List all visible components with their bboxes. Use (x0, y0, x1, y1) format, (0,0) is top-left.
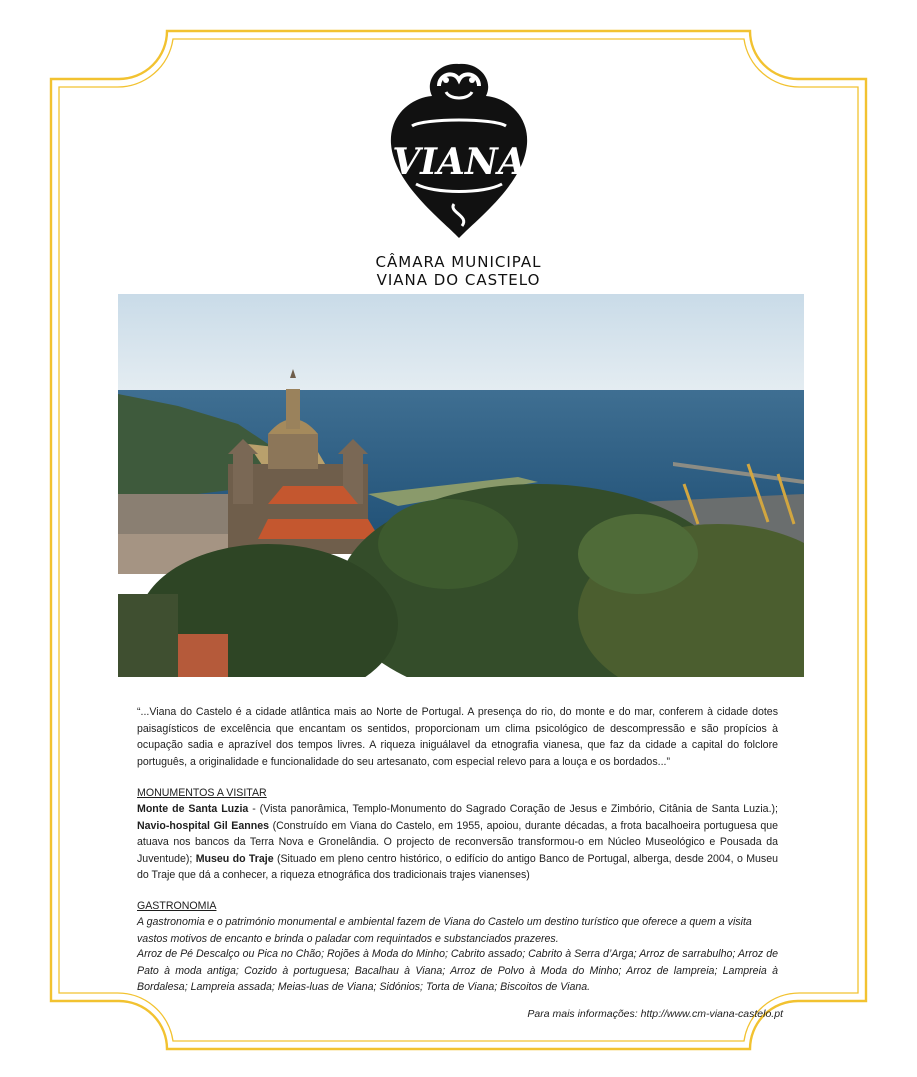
monuments-body (137, 801, 778, 884)
viana-heart-logo (384, 56, 534, 242)
gastronomy-dishes: Arroz de Pé Descalço ou Pica no Chão; Rojões à Moda do Minho; Cabrito assado; Cabrito à Serra d’Arga; Arroz de sarrabulho; Arroz de Pato à moda antiga; Cozido à portuguesa; Bacalhau à Viana; Arroz de Polvo à Moda do Minho; Arroz de lampreia; Lampreia à Bordalesa; Lampreia assada; Meias-luas de Viana; Sidónios; Torta de Viana; Biscoitos de Viana. (137, 948, 778, 994)
santa-luzia-photo (118, 294, 804, 677)
org-name-line2: VIANA DO CASTELO (376, 271, 541, 289)
monument-name: Navio-hospital Gil Eannes (137, 819, 269, 832)
monuments-heading: MONUMENTOS A VISITAR (137, 787, 267, 799)
logo-text: VIANA (392, 141, 526, 183)
monument-name: Monte de Santa Luzia (137, 803, 249, 815)
monument-name: Museu do Traje (195, 852, 274, 865)
monument-description: (Situado em pleno centro histórico, o edifício do antigo Banco de Portugal, alberga, desde 2004, o Museu do Traje que dá a conhecer, a riqueza etnográfica dos tradicionais trajes vianenses) (137, 852, 778, 882)
gastronomy-heading: GASTRONOMIA (137, 900, 217, 912)
intro-quote: “...Viana do Castelo é a cidade atlântica mais ao Norte de Portugal. A presença do rio, do monte e do mar, conferem à cidade dotes paisagísticos de excelência que encantam os sentidos, proporcionam um clima psicológico de descompressão e são propícios à ocupação sadia e aprazível dos tempos livres. A riqueza iniguálavel da etnografia vianesa, que faz da cidade a capital do folclore português, a originalidade e funcionalidade do seu artesanato, com especial relevo para a louça e os bordados...” (137, 706, 778, 768)
monument-description: (Construído em Viana do Castelo, em 1955, apoiou, durante décadas, a frota bacalhoeira portuguesa que atuava nos bancos da Terra Nova e Gronelândia. O projecto de reconversão transformou-o em Núcleo Museológico e Pousada da Juventude); (137, 819, 778, 865)
monument-description: - (Vista panorâmica, Templo-Monumento do Sagrado Coração de Jesus e Zimbório, Citânia de Santa Luzia.); (248, 803, 778, 815)
org-name-line1: CÂMARA MUNICIPAL (375, 253, 542, 271)
gastronomy-intro: A gastronomia e o património monumental e ambiental fazem de Viana do Castelo um destino turístico que oferece a quem a visita vastos motivos de encanto e brinda o paladar com requintados e substanciados prazeres. (137, 916, 752, 945)
more-info-link: Para mais informações: http://www.cm-viana-castelo.pt (527, 1008, 783, 1020)
